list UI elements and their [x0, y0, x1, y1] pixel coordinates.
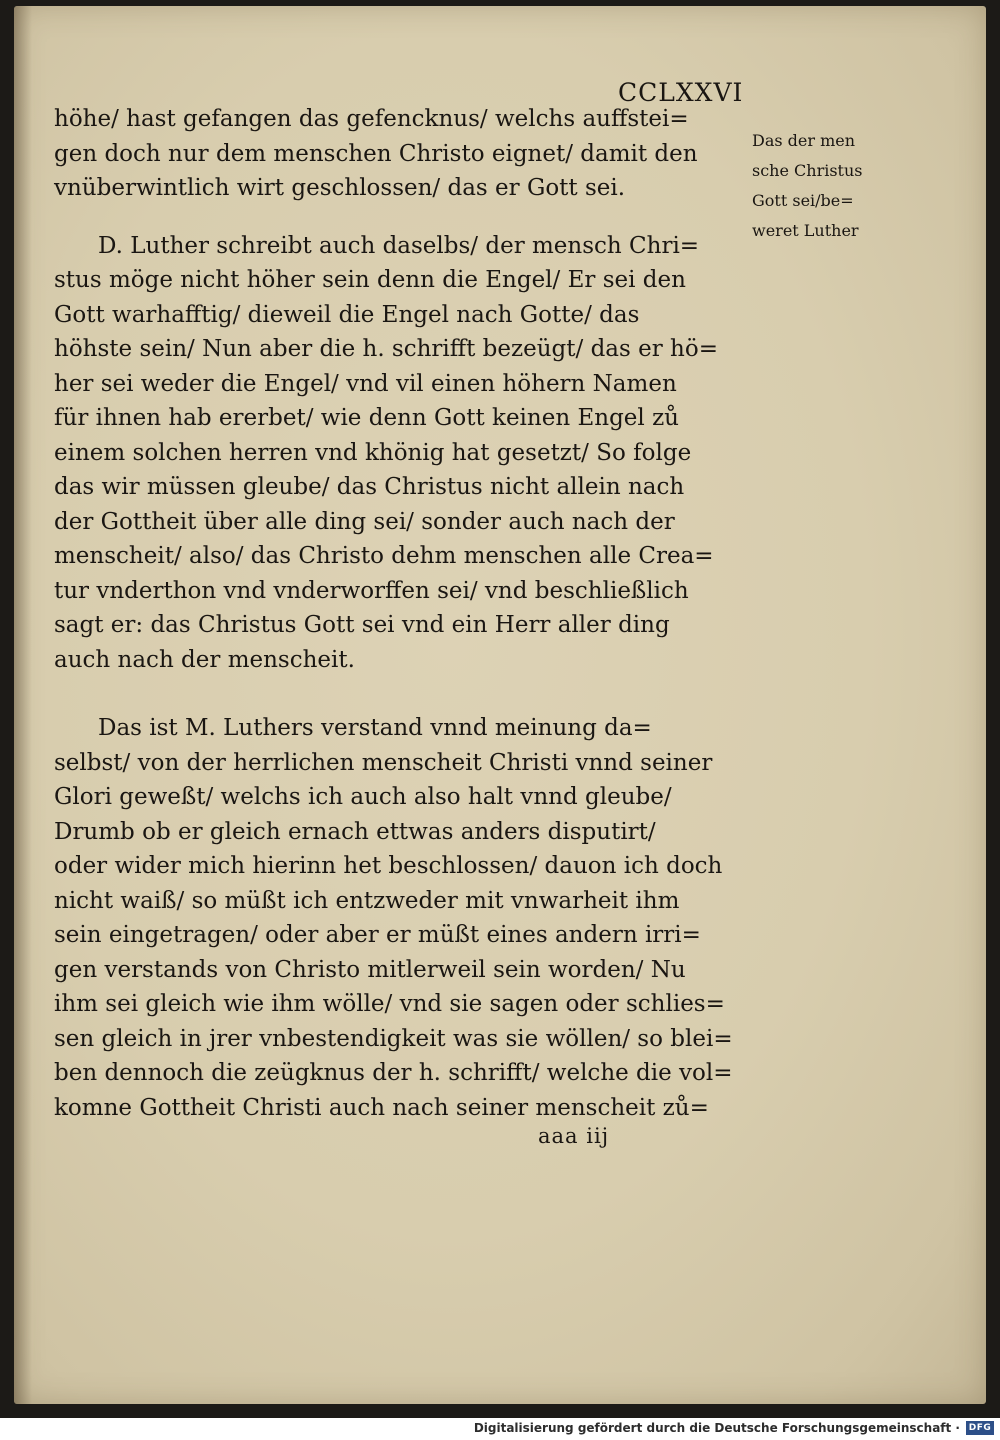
text-line: ben dennoch die zeügknus der h. schrifft/ welche die vol= — [54, 1060, 733, 1086]
marginal-note — [752, 126, 912, 246]
text-line: ihm sei gleich wie ihm wölle/ vnd sie sagen oder schlies= — [54, 991, 725, 1017]
text-line: gen verstands von Christo mitlerweil sein worden/ Nu — [54, 956, 686, 983]
text-line: auch nach der menscheit. — [54, 646, 355, 673]
marginal-line: sche Christus — [752, 161, 863, 180]
text-line: vnüberwintlich wirt geschlossen/ das er Gott sei. — [54, 175, 626, 201]
text-line: tur vnderthon vnd vnderworffen sei/ vnd beschließlich — [54, 577, 689, 604]
text-line: Drumb ob er gleich ernach ettwas anders disputirt/ — [54, 818, 656, 845]
dfg-logo: DFG — [966, 1421, 994, 1435]
text-line: einem solchen herren vnd khönig hat gesetzt/ So folge — [54, 439, 692, 466]
text-line: selbst/ von der herrlichen menscheit Christi vnnd seiner — [54, 749, 713, 776]
text-line: stus möge nicht höher sein denn die Engel/ Er sei den — [54, 267, 686, 293]
paragraph-3 — [54, 711, 754, 1125]
folio-number: CCLXXVI — [618, 78, 744, 107]
marginal-line: weret Luther — [752, 221, 859, 240]
text-line: das wir müssen gleube/ das Christus nicht allein nach — [54, 474, 685, 500]
text-line: Gott warhafftig/ dieweil die Engel nach Gotte/ das — [54, 301, 640, 328]
text-line: Glori geweßt/ welchs ich auch also halt vnnd gleube/ — [54, 784, 672, 810]
text-line: gen doch nur dem menschen Christo eignet/ damit den — [54, 140, 698, 167]
text-line: menscheit/ also/ das Christo dehm menschen alle Crea= — [54, 543, 714, 569]
text-line: oder wider mich hierinn het beschlossen/ dauon ich doch — [54, 853, 723, 879]
footer-bar — [0, 1418, 1000, 1440]
funding-credit: Digitalisierung gefördert durch die Deutsche Forschungsgemeinschaft · — [473, 1421, 960, 1435]
text-line: sein eingetragen/ oder aber er müßt eines andern irri= — [54, 922, 701, 948]
text-line: für ihnen hab ererbet/ wie denn Gott keinen Engel zů — [54, 405, 679, 431]
book-page — [14, 6, 986, 1404]
paragraph-2 — [54, 229, 754, 678]
text-line: sagt er: das Christus Gott sei vnd ein Herr aller ding — [54, 612, 670, 638]
text-line: Das ist M. Luthers verstand vnnd meinung da= — [98, 715, 652, 741]
text-line: höhe/ hast gefangen das gefencknus/ welchs auffstei= — [54, 106, 689, 132]
text-line: der Gottheit über alle ding sei/ sonder auch nach der — [54, 508, 675, 535]
marginal-line: Das der men — [752, 131, 856, 150]
text-line: sen gleich in jrer vnbestendigkeit was sie wöllen/ so blei= — [54, 1025, 733, 1052]
text-line: höhste sein/ Nun aber die h. schrifft bezeügt/ das er hö= — [54, 336, 718, 362]
text-line: D. Luther schreibt auch daselbs/ der mensch Chri= — [98, 232, 700, 259]
main-text-block — [54, 102, 754, 1125]
paragraph-1 — [54, 102, 754, 206]
text-line: her sei weder die Engel/ vnd vil einen höhern Namen — [54, 370, 677, 397]
text-line: nicht waiß/ so müßt ich entzweder mit vnwarheit ihm — [54, 887, 680, 914]
text-line: komne Gottheit Christi auch nach seiner menscheit zů= — [54, 1094, 709, 1121]
signature-mark: aaa iij — [538, 1124, 610, 1148]
marginal-line: Gott sei/be= — [752, 191, 854, 210]
